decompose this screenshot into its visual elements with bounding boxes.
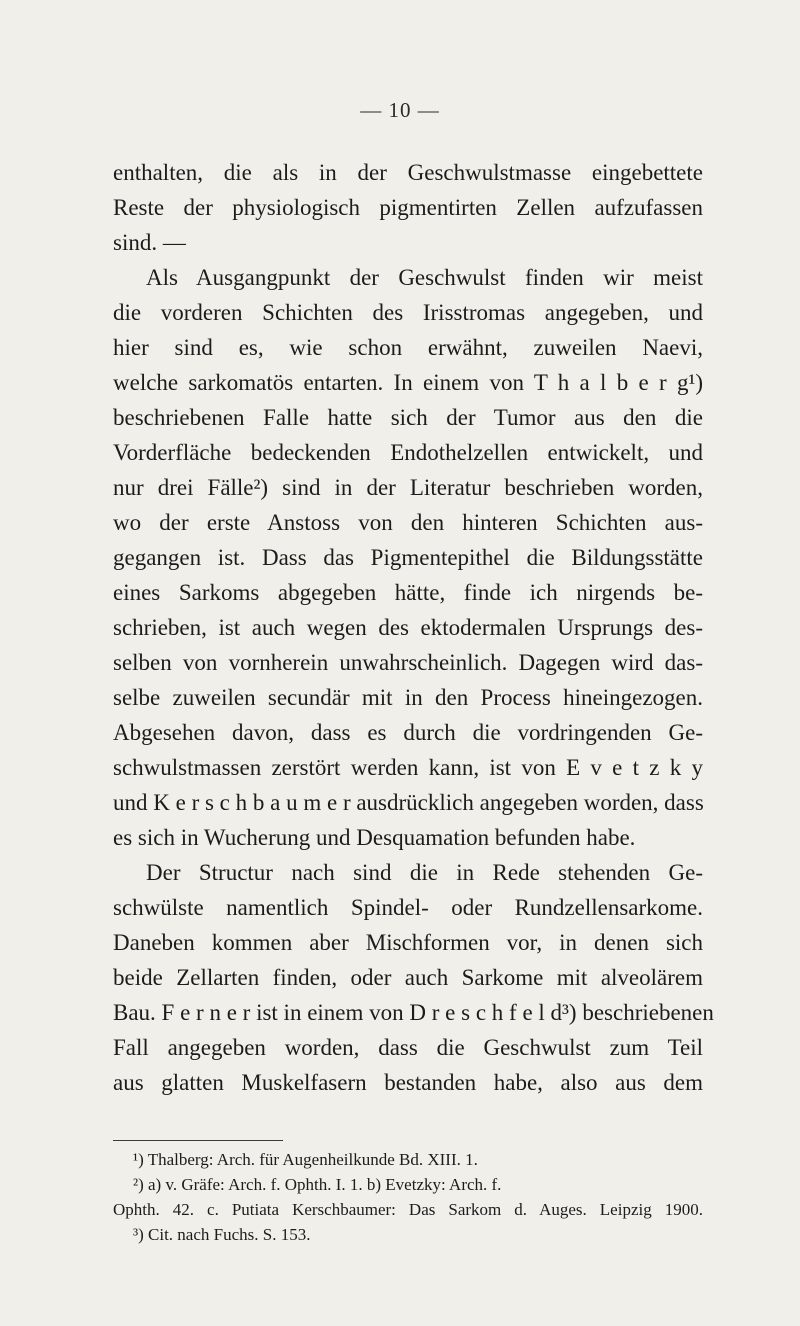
page-number: — 10 — <box>360 98 440 122</box>
text-line: es sich in Wucherung und Desquamation befunden habe. <box>113 825 636 850</box>
text-line: selbe zuweilen secundär mit in den Process hineingezogen. <box>113 685 703 710</box>
text-line: Daneben kommen aber Mischformen vor, in denen sich <box>113 930 703 955</box>
footnote-2-continued: Ophth. 42. c. Putiata Kerschbaumer: Das Sarkom d. Auges. Leipzig 1900. <box>113 1200 703 1219</box>
text-line: sind. — <box>113 230 186 255</box>
text-line: schrieben, ist auch wegen des ektodermalen Ursprungs des- <box>113 615 703 640</box>
text-line: hier sind es, wie schon erwähnt, zuweilen Naevi, <box>113 335 703 360</box>
footnote-1: ¹) Thalberg: Arch. für Augenheilkunde Bd. XIII. 1. <box>133 1150 478 1169</box>
text-line: Fall angegeben worden, dass die Geschwulst zum Teil <box>113 1035 703 1060</box>
text-line: und K e r s c h b a u m e r ausdrücklich angegeben worden, dass <box>113 790 704 815</box>
text-line: nur drei Fälle²) sind in der Literatur beschrieben worden, <box>113 475 703 500</box>
body-text <box>113 155 714 1100</box>
text-line: Bau. F e r n e r ist in einem von D r e s c h f e l d³) beschriebenen <box>113 1000 714 1025</box>
text-line: die vorderen Schichten des Irisstromas angegeben, und <box>113 300 703 325</box>
text-line: Als Ausgangpunkt der Geschwulst finden wir meist <box>146 265 703 290</box>
text-line: Der Structur nach sind die in Rede stehenden Ge- <box>146 860 703 885</box>
footnote-2: ²) a) v. Gräfe: Arch. f. Ophth. I. 1. b) Evetzky: Arch. f. <box>133 1175 502 1194</box>
footnote-divider <box>113 1140 283 1141</box>
text-line: Reste der physiologisch pigmentirten Zellen aufzufassen <box>113 195 703 220</box>
text-line: beide Zellarten finden, oder auch Sarkome mit alveolärem <box>113 965 703 990</box>
footnote-3: ³) Cit. nach Fuchs. S. 153. <box>133 1225 311 1244</box>
text-line: selben von vornherein unwahrscheinlich. Dagegen wird das- <box>113 650 703 675</box>
text-line: aus glatten Muskelfasern bestanden habe, also aus dem <box>113 1070 703 1095</box>
text-line: wo der erste Anstoss von den hinteren Schichten aus- <box>113 510 703 535</box>
text-line: schwülste namentlich Spindel- oder Rundzellensarkome. <box>113 895 703 920</box>
text-line: Vorderfläche bedeckenden Endothelzellen entwickelt, und <box>113 440 703 465</box>
text-line: gegangen ist. Dass das Pigmentepithel die Bildungsstätte <box>113 545 703 570</box>
text-line: beschriebenen Falle hatte sich der Tumor aus den die <box>113 405 703 430</box>
footnotes <box>113 1147 703 1247</box>
text-line: eines Sarkoms abgegeben hätte, finde ich nirgends be- <box>113 580 703 605</box>
text-line: enthalten, die als in der Geschwulstmasse eingebettete <box>113 160 703 185</box>
text-line: schwulstmassen zerstört werden kann, ist von E v e t z k y <box>113 755 703 780</box>
text-line: Abgesehen davon, dass es durch die vordringenden Ge- <box>113 720 703 745</box>
text-line: welche sarkomatös entarten. In einem von T h a l b e r g¹) <box>113 370 703 395</box>
